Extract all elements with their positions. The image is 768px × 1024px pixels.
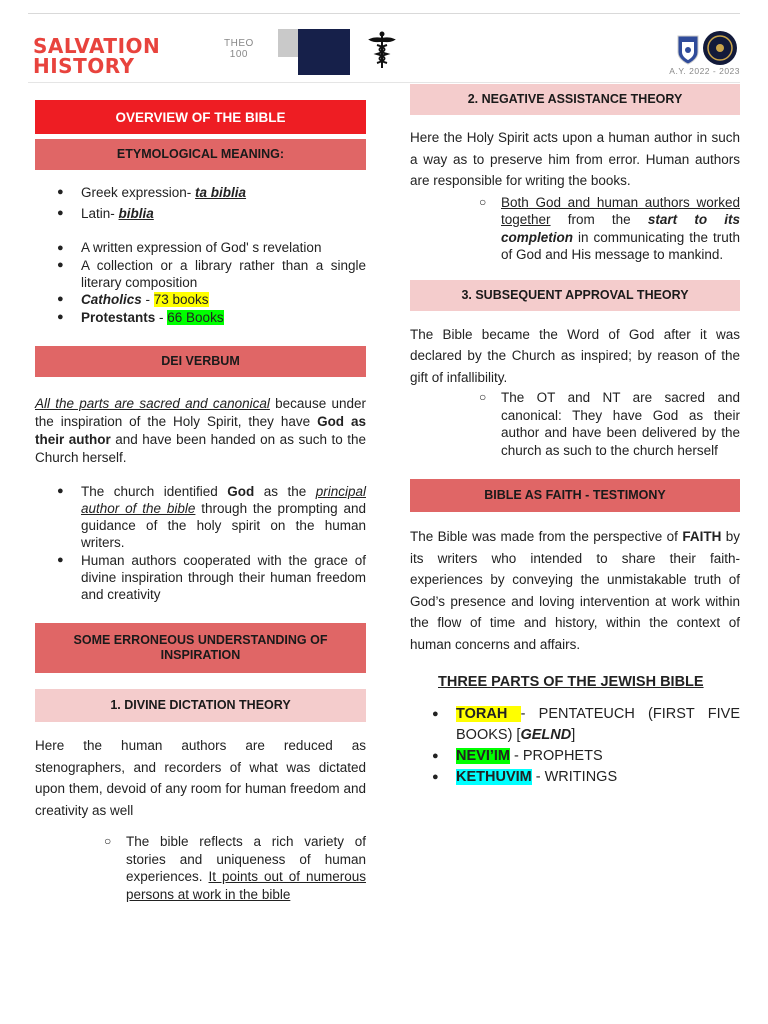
negative-assistance-paragraph: Here the Holy Spirit acts upon a human author in such a way as to preserve him from error. Human authors are responsible for writing the books.: [410, 130, 740, 188]
subsequent-approval-heading-bar: 3. SUBSEQUENT APPROVAL THEORY: [410, 280, 740, 311]
list-item: ○ The bible reflects a rich variety of stories and uniqueness of human experiences. It points out of numerous persons at work in the bible: [126, 833, 366, 903]
list-item: ● NEVI’IM - PROPHETS: [410, 746, 740, 767]
header-divider: [28, 82, 740, 83]
list-item: ● Greek expression- ta biblia: [35, 184, 366, 201]
left-column: [35, 100, 366, 903]
overview-title-bar: OVERVIEW OF THE BIBLE: [35, 100, 366, 134]
list-item: ● Human authors cooperated with the grace of divine inspiration through their human freedom and creativity: [35, 552, 366, 603]
faith-testimony-heading-bar: BIBLE AS FAITH - TESTIMONY: [410, 479, 740, 512]
faith-testimony-paragraph: The Bible was made from the perspective of FAITH by its writers who intended to share their faith-experiences by conveying the unmistakable truth of God’s presence and loving intervention at work within the flow of time and history, within the context of human concerns and affairs.: [410, 529, 740, 652]
brand-title: SALVATION HISTORY: [33, 34, 161, 78]
divine-dictation-heading-bar: 1. DIVINE DICTATION THEORY: [35, 689, 366, 722]
dei-verbum-paragraph: All the parts are sacred and canonical because under the inspiration of the Holy Spirit, they have God as their author and have been handed on as such to the Church herself.: [35, 396, 366, 465]
academic-year: A.Y. 2022 - 2023: [669, 66, 740, 76]
list-item: ● TORAH - PENTATEUCH (FIRST FIVE BOOKS) [GELND]: [410, 704, 740, 746]
list-item: ● Protestants - 66 Books: [35, 309, 366, 326]
caduceus-icon: [368, 30, 396, 70]
navy-block: [298, 29, 350, 75]
etymology-list: [35, 184, 366, 222]
jewish-bible-list: [410, 704, 740, 788]
negative-assistance-subpoint: [501, 194, 740, 264]
gray-block: [278, 29, 298, 57]
course-code: THEO 100: [224, 38, 254, 60]
list-item: ○ Both God and human authors worked together from the start to its completion in communicating the truth of God and His message to mankind.: [501, 194, 740, 264]
list-item: ● The church identified God as the principal author of the bible through the prompting and guidance of the holy spirit on the human writers.: [35, 483, 366, 551]
subsequent-approval-paragraph: The Bible became the Word of God after it was declared by the Church as inspired; by reason of the gift of infallibility.: [410, 326, 740, 385]
jewish-bible-heading: THREE PARTS OF THE JEWISH BIBLE: [438, 674, 704, 690]
dei-verbum-heading-bar: DEI VERBUM: [35, 346, 366, 377]
subsequent-approval-subpoint: [501, 389, 740, 459]
right-column: [410, 84, 740, 788]
erroneous-heading-bar: SOME ERRONEOUS UNDERSTANDING OF INSPIRATION: [35, 623, 366, 673]
etymology-heading-bar: ETYMOLOGICAL MEANING:: [35, 139, 366, 170]
bible-facts-list: [35, 239, 366, 326]
list-item: ○ The OT and NT are sacred and canonical: They have God as their author and have been delivered by the church as such to the church herself: [501, 389, 740, 459]
top-divider: [28, 13, 740, 14]
list-item: ● Catholics - 73 books: [35, 291, 366, 308]
divine-dictation-paragraph: Here the human authors are reduced as stenographers, and recorders of what was dictated upon them, devoid of any room for human freedom and creativity as well: [35, 738, 366, 818]
dei-verbum-list: [35, 483, 366, 603]
list-item: ● A written expression of God' s revelation: [35, 239, 366, 257]
school-seals-icon: [650, 30, 740, 66]
negative-assistance-heading-bar: 2. NEGATIVE ASSISTANCE THEORY: [410, 84, 740, 115]
list-item: ● KETHUVIM - WRITINGS: [410, 767, 740, 788]
list-item: ● Latin- biblia: [35, 205, 366, 222]
list-item: ● A collection or a library rather than a single literary composition: [35, 257, 366, 291]
divine-dictation-subpoint: [126, 833, 366, 903]
page-header: [28, 20, 740, 82]
